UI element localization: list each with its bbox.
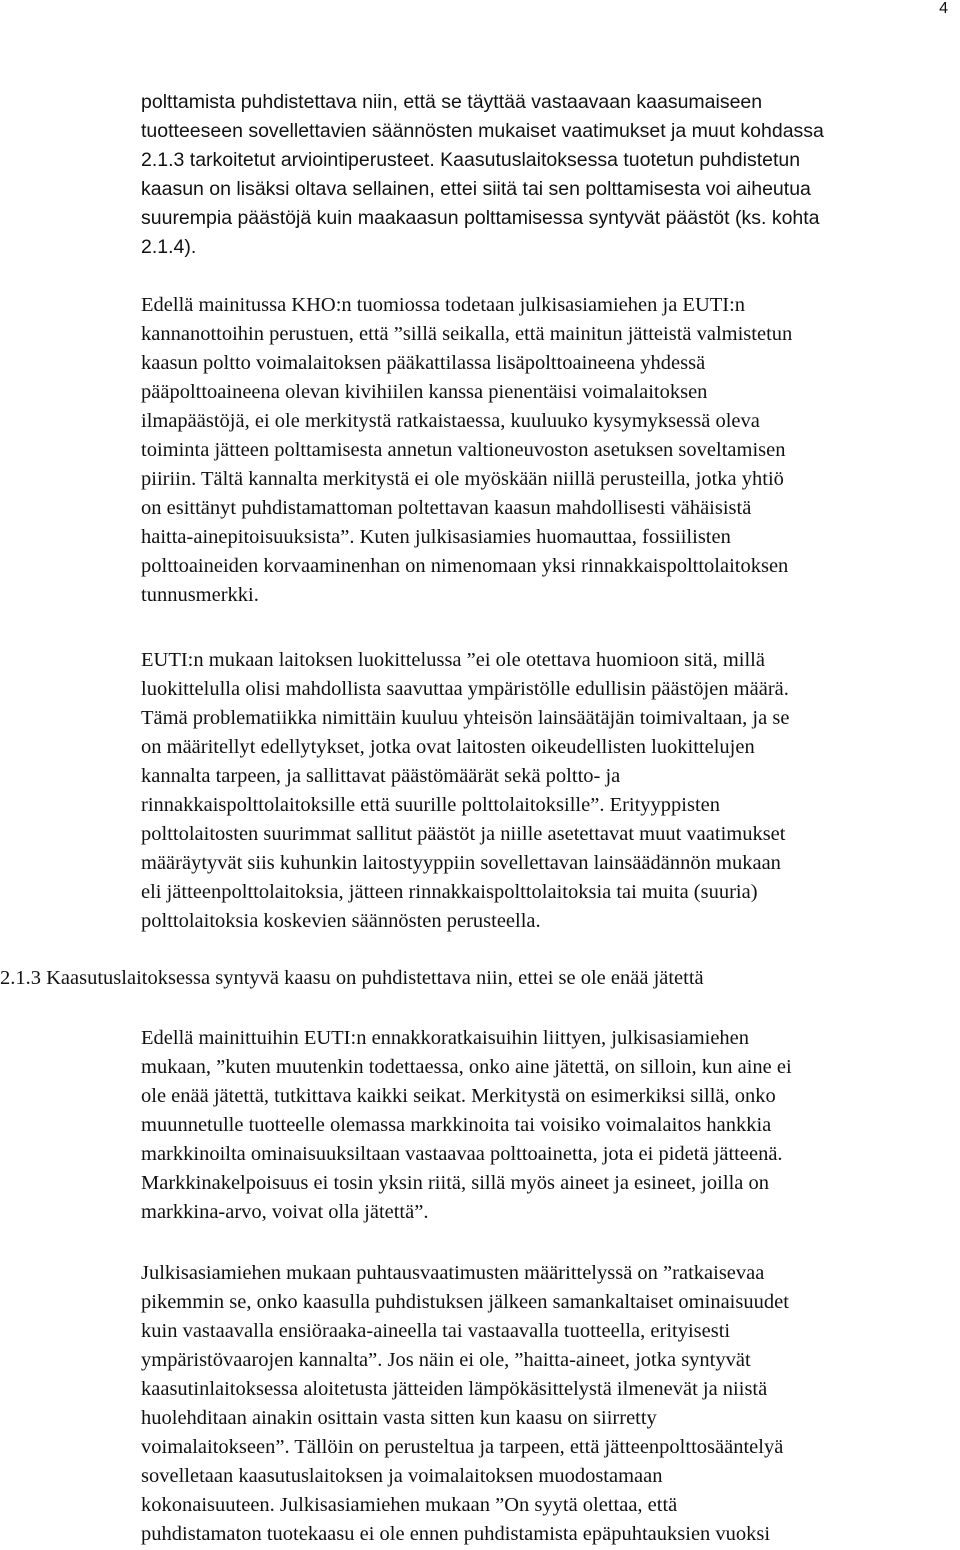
- text-line: kannanottoihin perustuen, että ”sillä seikalla, että mainitun jätteistä valmistetun: [141, 323, 793, 345]
- text-line: kaasun on lisäksi oltava sellainen, ettei siitä tai sen polttamisesta voi aiheutua: [141, 178, 811, 200]
- text-line: ole enää jätettä, tutkittava kaikki seikat. Merkitystä on esimerkiksi sillä, onko: [141, 1085, 776, 1107]
- text-line: tunnusmerkki.: [141, 584, 259, 606]
- text-line: on esittänyt puhdistamattoman poltettavan kaasun mahdollisesti vähäisistä: [141, 497, 752, 519]
- paragraph-3: [141, 646, 946, 936]
- text-line: kaasun poltto voimalaitoksen pääkattilassa lisäpolttoaineena yhdessä: [141, 352, 706, 374]
- text-line: Tämä problematiikka nimittäin kuuluu yhteisön lainsäätäjän toimivaltaan, ja se: [141, 707, 790, 729]
- text-line: Markkinakelpoisuus ei tosin yksin riitä, sillä myös aineet ja esineet, joilla on: [141, 1172, 769, 1194]
- text-line: polttoaineiden korvaaminenhan on nimenomaan yksi rinnakkaispolttolaitoksen: [141, 555, 789, 577]
- text-line: markkinoilta ominaisuuksiltaan vastaavaa polttoainetta, jota ei pidetä jätteenä.: [141, 1143, 783, 1165]
- text-line: määräytyvät siis kuhunkin laitostyyppiin sovellettavan lainsäädännön mukaan: [141, 852, 781, 874]
- text-line: EUTI:n mukaan laitoksen luokittelussa ”ei ole otettava huomioon sitä, millä: [141, 649, 765, 671]
- text-line: ympäristövaarojen kannalta”. Jos näin ei ole, ”haitta-aineet, jotka syntyvät: [141, 1349, 751, 1371]
- text-line: sovelletaan kaasutuslaitoksen ja voimalaitoksen muodostamaan: [141, 1465, 663, 1487]
- text-line: suurempia päästöjä kuin maakaasun polttamisessa syntyvät päästöt (ks. kohta: [141, 207, 820, 229]
- text-line: 2.1.3 tarkoitetut arviointiperusteet. Kaasutuslaitoksessa tuotetun puhdistetun: [141, 149, 801, 171]
- text-line: polttolaitoksia koskevien säännösten perusteella.: [141, 910, 541, 932]
- text-line: on määritellyt edellytykset, jotka ovat laitosten oikeudellisten luokittelujen: [141, 736, 755, 758]
- text-line: piiriin. Tältä kannalta merkitystä ei ole myöskään niillä perusteilla, jotka yhtiö: [141, 468, 784, 490]
- paragraph-5: [141, 1259, 946, 1549]
- text-line: kannalta tarpeen, ja sallittavat päästömäärät sekä poltto- ja: [141, 765, 621, 787]
- paragraph-1: [141, 88, 946, 262]
- text-line: rinnakkaispolttolaitoksille että suurille polttolaitoksille”. Erityyppisten: [141, 794, 721, 816]
- page-number: 4: [939, 0, 948, 17]
- text-line: voimalaitokseen”. Tällöin on perusteltua ja tarpeen, että jätteenpolttosääntelyä: [141, 1436, 784, 1458]
- paragraph-4: [141, 1024, 946, 1227]
- text-line: kaasutinlaitoksessa aloitetusta jätteiden lämpökäsittelystä ilmenevät ja niistä: [141, 1378, 768, 1400]
- text-line: polttolaitosten suurimmat sallitut päästöt ja niille asetettavat muut vaatimukset: [141, 823, 786, 845]
- text-line: Julkisasiamiehen mukaan puhtausvaatimusten määrittelyssä on ”ratkaisevaa: [141, 1262, 765, 1284]
- section-heading: 2.1.3 Kaasutuslaitoksessa syntyvä kaasu on puhdistettava niin, ettei se ole enää jätettä: [0, 967, 704, 989]
- text-line: Edellä mainitussa KHO:n tuomiossa todetaan julkisasiamiehen ja EUTI:n: [141, 294, 746, 316]
- text-line: kokonaisuuteen. Julkisasiamiehen mukaan ”On syytä olettaa, että: [141, 1494, 678, 1516]
- text-line: pääpolttoaineena olevan kivihiilen kanssa pienentäisi voimalaitoksen: [141, 381, 708, 403]
- text-line: kuin vastaavalla ensiöraaka-aineella tai vastaavalla tuotteella, erityisesti: [141, 1320, 731, 1342]
- text-line: huolehditaan ainakin osittain vasta sitten kun kaasu on siirretty: [141, 1407, 657, 1429]
- text-line: toiminta jätteen polttamisesta annetun valtioneuvoston asetuksen soveltamisen: [141, 439, 786, 461]
- text-line: tuotteeseen sovellettavien säännösten mukaiset vaatimukset ja muut kohdassa: [141, 120, 824, 142]
- text-line: ilmapäästöjä, ei ole merkitystä ratkaistaessa, kuuluuko kysymyksessä oleva: [141, 410, 760, 432]
- paragraph-2: [141, 291, 946, 610]
- text-line: eli jätteenpolttolaitoksia, jätteen rinnakkaispolttolaitoksia tai muita (suuria): [141, 881, 758, 903]
- text-line: luokittelulla olisi mahdollista saavuttaa ympäristölle edullisin päästöjen määrä.: [141, 678, 789, 700]
- text-line: polttamista puhdistettava niin, että se täyttää vastaavaan kaasumaiseen: [141, 91, 763, 113]
- text-line: pikemmin se, onko kaasulla puhdistuksen jälkeen samankaltaiset ominaisuudet: [141, 1291, 789, 1313]
- text-line: Edellä mainittuihin EUTI:n ennakkoratkaisuihin liittyen, julkisasiamiehen: [141, 1027, 750, 1049]
- text-line: puhdistamaton tuotekaasu ei ole ennen puhdistamista epäpuhtauksien vuoksi: [141, 1523, 771, 1545]
- text-line: 2.1.4).: [141, 236, 197, 258]
- text-line: haitta-ainepitoisuuksista”. Kuten julkisasiamies huomauttaa, fossiilisten: [141, 526, 731, 548]
- text-line: markkina-arvo, voivat olla jätettä”.: [141, 1201, 429, 1223]
- text-line: mukaan, ”kuten muutenkin todettaessa, onko aine jätettä, on silloin, kun aine ei: [141, 1056, 792, 1078]
- text-line: muunnetulle tuotteelle olemassa markkinoita tai voisiko voimalaitos hankkia: [141, 1114, 772, 1136]
